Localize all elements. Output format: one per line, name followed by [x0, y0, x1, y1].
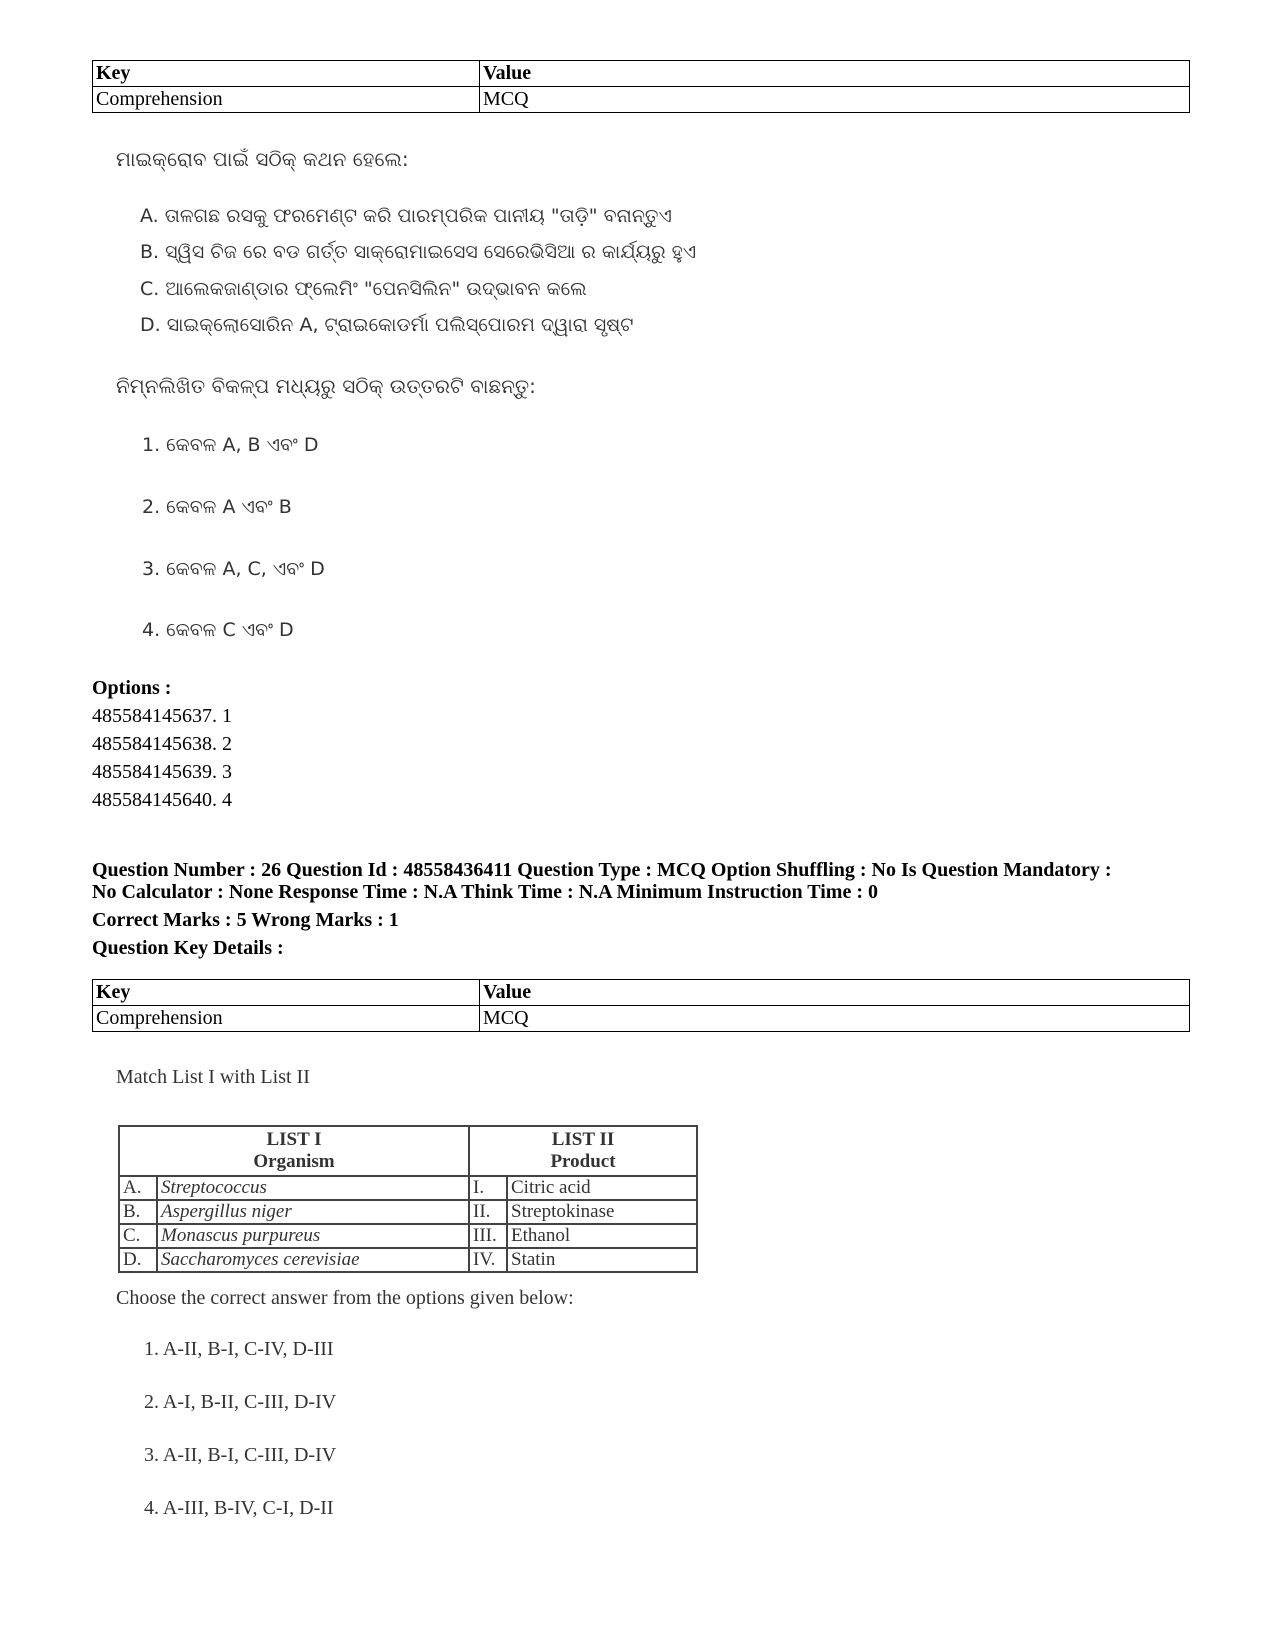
value-cell: MCQ	[480, 87, 1190, 113]
match-question-stem: Match List I with List II	[116, 1066, 310, 1088]
match-choice-1: 1. A-II, B-I, C-IV, D-III	[144, 1338, 334, 1360]
match-choice-4: 4. A-III, B-IV, C-I, D-II	[144, 1497, 334, 1519]
question-26-marks: Correct Marks : 5 Wrong Marks : 1	[92, 909, 399, 931]
table-header-row	[93, 980, 1190, 1006]
list-2-numeral: IV.	[469, 1248, 507, 1272]
product-cell: Streptokinase	[507, 1200, 697, 1224]
list-2-numeral: I.	[469, 1176, 507, 1200]
list-1-header	[119, 1126, 469, 1176]
match-choice-3: 3. A-II, B-I, C-III, D-IV	[144, 1444, 337, 1466]
match-list-table	[118, 1125, 698, 1273]
list-2-numeral: II.	[469, 1200, 507, 1224]
option-item-4: 485584145640. 4	[92, 789, 232, 811]
product-cell: Ethanol	[507, 1224, 697, 1248]
value-header: Value	[480, 980, 1190, 1006]
table-row	[119, 1200, 697, 1224]
product-cell: Citric acid	[507, 1176, 697, 1200]
question-stem: ମାଇକ୍ରୋବ ପାଇଁ ସଠିକ୍ କଥନ ହେଲେ:	[116, 147, 409, 171]
question-key-table-bottom	[92, 979, 1190, 1032]
list-2-subtitle: Product	[550, 1151, 616, 1172]
statement-b: B. ସ୍ୱିସ ଚିଜ ରେ ବଡ ଗର୍ତ୍ତ ସାକ୍ରୋମାଇସେସ ସେରେଭିସିଆ ର କାର୍ଯ୍ୟରୁ ହୁଏ	[140, 241, 697, 263]
statement-d: D. ସାଇକ୍ଲୋସୋରିନ A, ଟ୍ରାଇକୋଡର୍ମା ପଲିସ୍ପୋରମ ଦ୍ୱାରା ସୃଷ୍ଟ	[140, 314, 634, 336]
statement-a: A. ତାଳଗଛ ରସକୁ ଫରମେଣ୍ଟ କରି ପାରମ୍ପରିକ ପାନୀୟ "ତାଡ଼ି" ବନାନ୍ତୁଏ	[140, 205, 672, 227]
key-cell: Comprehension	[93, 1006, 480, 1032]
table-row	[119, 1176, 697, 1200]
question-instruction: ନିମ୍ନଲିଖିତ ବିକଳ୍ପ ମଧ୍ୟରୁ ସଠିକ୍ ଉତ୍ତରଟି ବାଛନ୍ତୁ:	[116, 374, 536, 398]
statement-c: C. ଆଲେକଜାଣ୍ଡାର ଫ୍ଲେମିଂ "ପେନସିଲିନ" ଉଦ୍ଭାବନ କଲେ	[140, 278, 587, 300]
organism-cell: Monascus purpureus	[157, 1224, 469, 1248]
key-header: Key	[93, 980, 480, 1006]
key-cell: Comprehension	[93, 87, 480, 113]
table-row	[93, 1006, 1190, 1032]
list-1-letter: A.	[119, 1176, 157, 1200]
question-key-details-label: Question Key Details :	[92, 937, 284, 959]
list-1-letter: B.	[119, 1200, 157, 1224]
key-header: Key	[93, 61, 480, 87]
option-item-3: 485584145639. 3	[92, 761, 232, 783]
table-row	[119, 1224, 697, 1248]
table-row	[93, 87, 1190, 113]
organism-cell: Saccharomyces cerevisiae	[157, 1248, 469, 1272]
value-cell: MCQ	[480, 1006, 1190, 1032]
question-26-meta-line-2: No Calculator : None Response Time : N.A Think Time : N.A Minimum Instruction Time : 0	[92, 881, 878, 903]
organism-cell: Streptococcus	[157, 1176, 469, 1200]
options-label: Options :	[92, 677, 172, 699]
list-2-numeral: III.	[469, 1224, 507, 1248]
choice-4: 4. କେବଳ C ଏବଂ D	[142, 619, 294, 641]
list-1-letter: D.	[119, 1248, 157, 1272]
table-header-row	[93, 61, 1190, 87]
question-key-table-top	[92, 60, 1190, 113]
list-2-title: LIST II	[551, 1129, 615, 1150]
list-2-header	[469, 1126, 697, 1176]
organism-cell: Aspergillus niger	[157, 1200, 469, 1224]
match-table-header	[119, 1126, 697, 1176]
table-row	[119, 1248, 697, 1272]
list-1-title: LIST I	[266, 1129, 322, 1150]
value-header: Value	[480, 61, 1190, 87]
match-choice-2: 2. A-I, B-II, C-III, D-IV	[144, 1391, 337, 1413]
list-1-letter: C.	[119, 1224, 157, 1248]
choice-2: 2. କେବଳ A ଏବଂ B	[142, 496, 292, 518]
question-26-meta-line-1: Question Number : 26 Question Id : 48558436411 Question Type : MCQ Option Shuffling : No Is Question Mandatory :	[92, 859, 1112, 881]
match-question-instruction: Choose the correct answer from the options given below:	[116, 1287, 574, 1309]
product-cell: Statin	[507, 1248, 697, 1272]
list-1-subtitle: Organism	[253, 1151, 335, 1172]
choice-1: 1. କେବଳ A, B ଏବଂ D	[142, 434, 319, 456]
option-item-1: 485584145637. 1	[92, 705, 232, 727]
option-item-2: 485584145638. 2	[92, 733, 232, 755]
choice-3: 3. କେବଳ A, C, ଏବଂ D	[142, 558, 325, 580]
